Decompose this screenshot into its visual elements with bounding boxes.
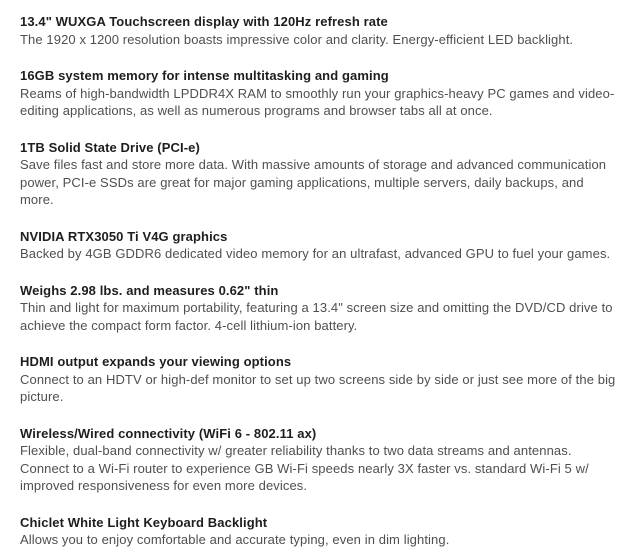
feature-section-graphics <box>20 228 620 263</box>
feature-body: Backed by 4GB GDDR6 dedicated video memory for an ultrafast, advanced GPU to fuel your games. <box>20 246 611 261</box>
feature-body: Flexible, dual-band connectivity w/ greater reliability thanks to two data streams and antennas. Connect to a Wi-Fi router to experience GB Wi-Fi speeds nearly 3X faster vs. standard Wi-Fi 5 w/ improved responsiveness for even more devices. <box>20 443 589 493</box>
feature-section-hdmi <box>20 353 620 406</box>
feature-section-keyboard <box>20 514 620 549</box>
feature-heading: Weighs 2.98 lbs. and measures 0.62" thin <box>20 282 279 298</box>
feature-section-weight <box>20 282 620 335</box>
feature-body: Thin and light for maximum portability, featuring a 13.4" screen size and omitting the DVD/CD drive to achieve the compact form factor. 4-cell lithium-ion battery. <box>20 300 613 333</box>
feature-body: Connect to an HDTV or high-def monitor to set up two screens side by side or just see more of the big picture. <box>20 371 616 404</box>
feature-body: Reams of high-bandwidth LPDDR4X RAM to smoothly run your graphics-heavy PC games and video-editing applications, as well as numerous programs and browser tabs all at once. <box>20 85 615 118</box>
feature-body: The 1920 x 1200 resolution boasts impressive color and clarity. Energy-efficient LED backlight. <box>20 31 574 47</box>
feature-heading: 1TB Solid State Drive (PCI-e) <box>20 139 200 155</box>
feature-heading: HDMI output expands your viewing options <box>20 354 292 369</box>
feature-heading: 16GB system memory for intense multitasking and gaming <box>20 68 389 83</box>
feature-body: Save files fast and store more data. With massive amounts of storage and advanced communication power, PCI-e SSDs are great for major gaming applications, multiple servers, daily backups, and more. <box>20 157 607 207</box>
feature-section-storage <box>20 139 620 209</box>
feature-heading: 13.4" WUXGA Touchscreen display with 120Hz refresh rate <box>20 14 388 29</box>
feature-section-display <box>20 13 620 48</box>
feature-heading: NVIDIA RTX3050 Ti V4G graphics <box>20 228 228 244</box>
feature-heading: Chiclet White Light Keyboard Backlight <box>20 514 268 530</box>
feature-section-wireless <box>20 425 620 495</box>
feature-heading: Wireless/Wired connectivity (WiFi 6 - 802.11 ax) <box>20 425 317 441</box>
feature-section-memory <box>20 67 620 120</box>
feature-body: Allows you to enjoy comfortable and accurate typing, even in dim lighting. <box>20 532 450 547</box>
